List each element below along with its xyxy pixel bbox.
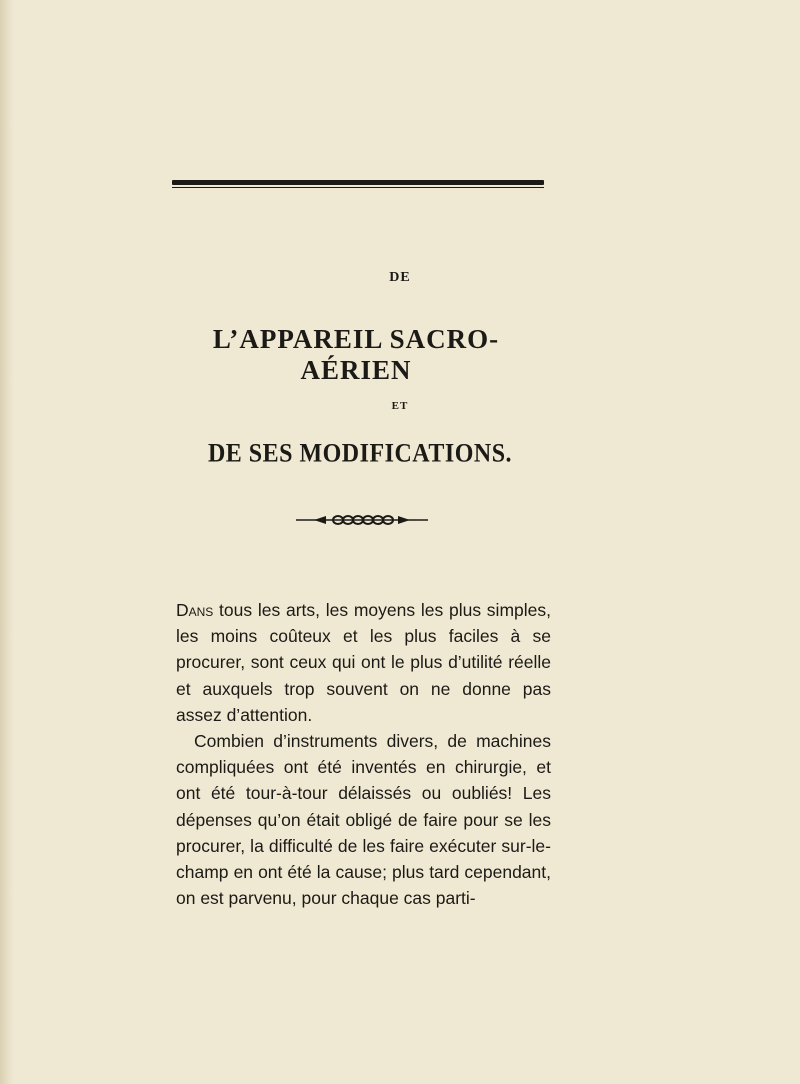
body-text (176, 597, 551, 911)
paragraph-1 (176, 597, 551, 728)
header-de: DE (389, 270, 411, 285)
header-et: ET (391, 400, 409, 412)
page-title: L’APPAREIL SACRO-AÉRIEN (212, 324, 500, 385)
page-subtitle: DE SES MODIFICATIONS. (207, 439, 513, 468)
top-rule (172, 180, 544, 185)
paragraph-1-lead: Dans (176, 600, 214, 620)
ornament-divider (296, 513, 428, 527)
page-edge (0, 0, 14, 1084)
paragraph-1-text: tous les arts, les moyens les plus simples, les moins coûteux et les plus faciles à se procurer, sont ceux qui ont le plus d’utilité réelle et auxquels trop souvent on ne donne pas assez d’attention. (176, 600, 551, 725)
paragraph-2: Combien d’instruments divers, de machines compliquées ont été inventés en chirurgie, et ont été tour-à-tour délaissés ou oubliés! Les dépenses qu’on était obligé de faire pour se les procurer, la difficulté de les faire exécuter sur-le-champ en ont été la cause; plus tard cependant, on est parvenu, pour chaque cas parti- (176, 731, 551, 909)
